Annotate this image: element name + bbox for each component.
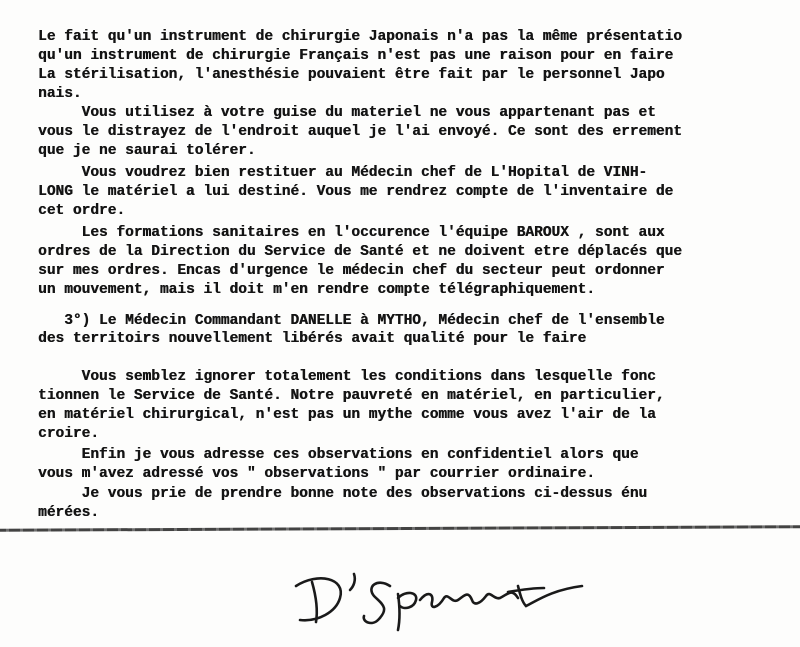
text-line: LONG le matériel a lui destiné. Vous me rendrez compte de l'inventaire de xyxy=(38,184,674,200)
text-line: ordres de la Direction du Service de Santé et ne doivent etre déplacés que xyxy=(38,244,682,260)
text-line: qu'un instrument de chirurgie Français n'est pas une raison pour en faire xyxy=(38,48,674,64)
text-line: que je ne saurai tolérer. xyxy=(38,143,256,159)
text-line: 3°) Le Médecin Commandant DANELLE à MYTHO, Médecin chef de l'ensemble xyxy=(38,313,665,329)
text-line: Le fait qu'un instrument de chirurgie Japonais n'a pas la même présentatio xyxy=(38,29,682,45)
text-line: Vous utilisez à votre guise du materiel ne vous appartenant pas et xyxy=(38,105,656,121)
text-line: sur mes ordres. Encas d'urgence le médecin chef du secteur peut ordonner xyxy=(38,263,665,279)
text-line: croire. xyxy=(38,426,99,442)
text-line: vous m'avez adressé vos " observations " par courrier ordinaire. xyxy=(38,466,595,482)
text-line: Je vous prie de prendre bonne note des observations ci-dessus énu xyxy=(38,486,648,502)
text-line: des territoirs nouvellement libérés avait qualité pour le faire xyxy=(38,331,587,347)
text-line: mérées. xyxy=(38,505,99,521)
text-line: Les formations sanitaires en l'occurence l'équipe BAROUX , sont aux xyxy=(38,225,665,241)
text-line: vous le distrayez de l'endroit auquel je l'ai envoyé. Ce sont des errement xyxy=(38,124,682,140)
text-line: en matériel chirurgical, n'est pas un mythe comme vous avez l'air de la xyxy=(38,407,656,423)
text-line: Enfin je vous adresse ces observations en confidentiel alors que xyxy=(38,447,639,463)
text-line: cet ordre. xyxy=(38,203,126,219)
page-divider xyxy=(0,525,800,531)
text-line: un mouvement, mais il doit m'en rendre compte télégraphiquement. xyxy=(38,282,595,298)
text-line: La stérilisation, l'anesthésie pouvaient être fait par le personnel Japo xyxy=(38,67,665,83)
text-line: tionnen le Service de Santé. Notre pauvreté en matériel, en particulier, xyxy=(38,388,665,404)
text-line: Vous semblez ignorer totalement les conditions dans lesquelle fonc xyxy=(38,369,656,385)
text-line: nais. xyxy=(38,86,82,102)
handwritten-signature xyxy=(282,560,602,632)
text-line: Vous voudrez bien restituer au Médecin chef de L'Hopital de VINH- xyxy=(38,165,648,181)
